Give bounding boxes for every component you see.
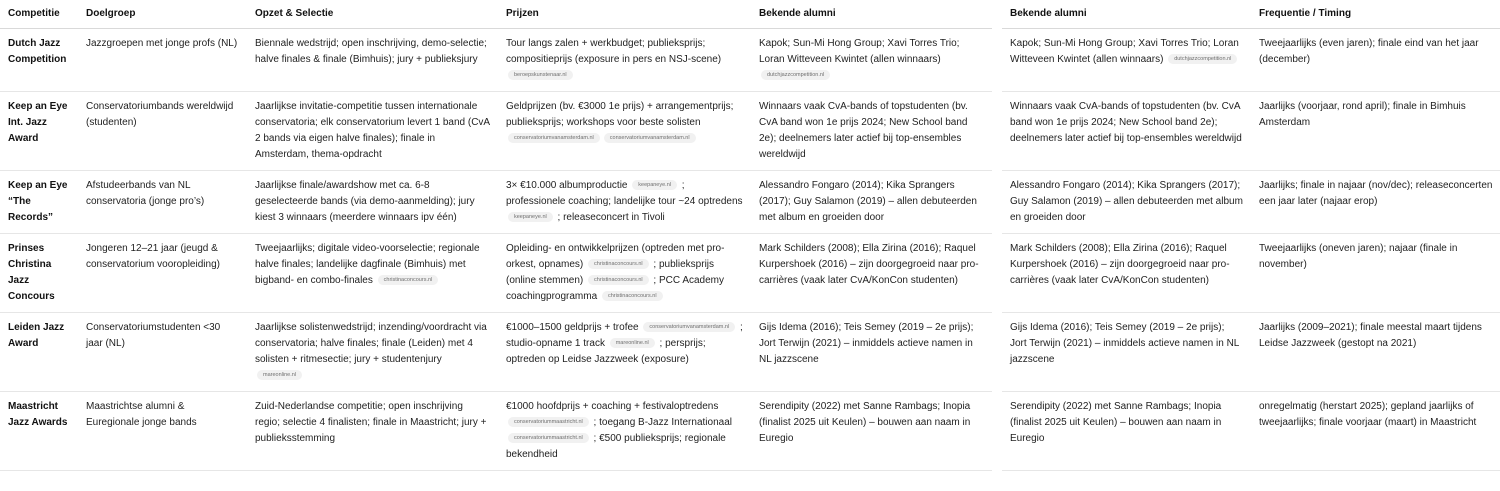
opzet-text: Jaarlijkse invitatie-competitie tussen internationale conservatoria; elk conservatorium levert 1 band (CvA 2 bands via eigen halve finales); finale in Amsterdam, thema-opdracht — [255, 101, 490, 160]
frequentie-text: Jaarlijks (voorjaar, rond april); finale in Bimhuis Amsterdam — [1259, 101, 1466, 128]
prijzen-text: ; studio-opname 1 track — [506, 322, 743, 349]
header-bekende-alumni: Bekende alumni — [751, 0, 997, 29]
source-chip-link[interactable]: dutchjazzcompetition.nl — [761, 70, 830, 80]
competition-name: Leiden Jazz Award — [8, 322, 65, 349]
cell-frequentie — [1251, 234, 1500, 313]
cell-doelgroep — [78, 313, 247, 392]
frequentie-text: Jaarlijks; finale in najaar (nov/dec); releaseconcerten een jaar later (najaar erop) — [1259, 180, 1493, 207]
prijzen-text: Tour langs zalen + werkbudget; publieksprijs; compositieprijs (exposure in pers en NSJ-scene) — [506, 38, 722, 65]
source-chip-link[interactable]: keepaneye.nl — [632, 180, 677, 190]
alumni-text: Serendipity (2022) met Sanne Rambags; Inopia (finalist 2025 uit Keulen) – bouwen aan naam in Euregio — [759, 401, 971, 444]
opzet-text: Biennale wedstrijd; open inschrijving, demo-selectie; halve finales & finale (Bimhuis); jury + publieksjury — [255, 38, 487, 65]
source-chip-link[interactable]: conservatoriumvanamsterdam.nl — [643, 322, 735, 332]
source-chip-link[interactable]: conservatoriumvanamsterdam.nl — [508, 133, 600, 143]
cell-doelgroep — [78, 392, 247, 471]
prijzen-text: ; publieksprijs (online stemmen) — [506, 259, 715, 286]
prijzen-text: ; €500 publieksprijs; regionale bekendheid — [506, 433, 726, 460]
cell-alumni-duplicate — [997, 234, 1251, 313]
cell-alumni-duplicate — [997, 171, 1251, 234]
prijzen-text: Geldprijzen (bv. €3000 1e prijs) + arrangementprijs; publieksprijs; workshops voor beste solisten — [506, 101, 734, 128]
alumni-text: Winnaars vaak CvA-bands of topstudenten (bv. CvA band won 1e prijs 2024; New School band 2e); deelnemers later actief bij top-ensembles wereldwijd — [1010, 101, 1242, 144]
source-chip-link[interactable]: christinaconcours.nl — [588, 275, 649, 285]
alumni-text: Mark Schilders (2008); Ella Zirina (2016); Raquel Kurpershoek (2016) – zijn doorgegroeid naar pro-carrières (vaak later CvA/KonCon studenten) — [759, 243, 979, 286]
prijzen-text: ; releaseconcert in Tivoli — [554, 212, 665, 223]
cell-alumni — [751, 234, 997, 313]
cell-alumni-duplicate — [997, 313, 1251, 392]
competition-name: Keep an Eye “The Records” — [8, 180, 68, 223]
doelgroep-text: Afstudeerbands van NL conservatoria (jonge pro’s) — [86, 180, 205, 207]
source-chip-link[interactable]: keepaneye.nl — [508, 212, 553, 222]
frequentie-text: onregelmatig (herstart 2025); gepland jaarlijks of tweejaarlijks; finale voorjaar (maart) in Maastricht — [1259, 401, 1477, 428]
cell-prijzen — [498, 313, 751, 392]
cell-frequentie — [1251, 171, 1500, 234]
table-row — [0, 313, 1500, 392]
competition-name: Keep an Eye Int. Jazz Award — [8, 101, 68, 144]
table-row — [0, 392, 1500, 471]
alumni-text: Alessandro Fongaro (2014); Kika Sprangers (2017); Guy Salamon (2019) – allen debuteerden met album en groeiden door — [1010, 180, 1243, 223]
cell-opzet — [247, 234, 498, 313]
table-body — [0, 29, 1500, 471]
cell-alumni — [751, 92, 997, 171]
prijzen-text: ; persprijs; optreden op Leidse Jazzweek (exposure) — [506, 338, 706, 365]
cell-opzet — [247, 29, 498, 92]
cell-competitie — [0, 313, 78, 392]
source-chip-link[interactable]: mareonline.nl — [610, 338, 655, 348]
alumni-text: Gijs Idema (2016); Teis Semey (2019 – 2e prijs); Jort Terwijn (2021) – inmiddels actieve namen in NL jazzscene — [759, 322, 974, 365]
alumni-text: Alessandro Fongaro (2014); Kika Sprangers (2017); Guy Salamon (2019) – allen debuteerden met album en groeiden door — [759, 180, 977, 223]
alumni-text: Mark Schilders (2008); Ella Zirina (2016); Raquel Kurpershoek (2016) – zijn doorgegroeid naar pro-carrières (vaak later CvA/KonCon studenten) — [1010, 243, 1230, 286]
table-row — [0, 171, 1500, 234]
source-chip-link[interactable]: christinaconcours.nl — [378, 275, 439, 285]
cell-frequentie — [1251, 29, 1500, 92]
cell-doelgroep — [78, 234, 247, 313]
cell-competitie — [0, 29, 78, 92]
cell-competitie — [0, 234, 78, 313]
source-chip-link[interactable]: mareonline.nl — [257, 370, 302, 380]
doelgroep-text: Conservatoriumstudenten <30 jaar (NL) — [86, 322, 221, 349]
cell-doelgroep — [78, 171, 247, 234]
prijzen-text: Opleiding- en ontwikkelprijzen (optreden met pro-orkest, opnames) — [506, 243, 725, 270]
header-opzet-selectie: Opzet & Selectie — [247, 0, 498, 29]
cell-frequentie — [1251, 392, 1500, 471]
cell-alumni — [751, 392, 997, 471]
prijzen-text: €1000–1500 geldprijs + trofee — [506, 322, 642, 333]
header-prijzen: Prijzen — [498, 0, 751, 29]
cell-doelgroep — [78, 92, 247, 171]
opzet-text: Jaarlijkse solistenwedstrijd; inzending/voordracht via conservatoria; halve finales; finale (Leiden) met 4 solisten + ritmesectie; jury + studentenjury — [255, 322, 487, 365]
doelgroep-text: Jazzgroepen met jonge profs (NL) — [86, 38, 238, 49]
cell-opzet — [247, 392, 498, 471]
competition-name: Maastricht Jazz Awards — [8, 401, 68, 428]
cell-competitie — [0, 171, 78, 234]
source-chip-link[interactable]: conservatoriummaastricht.nl — [508, 433, 589, 443]
opzet-text: Tweejaarlijks; digitale video-voorselectie; regionale halve finales; landelijke dagfinale (Bimhuis) met bigband- en combo-finales — [255, 243, 480, 286]
prijzen-text: €1000 hoofdprijs + coaching + festivaloptredens — [506, 401, 719, 412]
cell-competitie — [0, 92, 78, 171]
cell-prijzen — [498, 92, 751, 171]
table-row — [0, 29, 1500, 92]
table-row — [0, 234, 1500, 313]
frequentie-text: Jaarlijks (2009–2021); finale meestal maart tijdens Leidse Jazzweek (gestopt na 2021) — [1259, 322, 1482, 349]
frequentie-text: Tweejaarlijks (even jaren); finale eind van het jaar (december) — [1259, 38, 1479, 65]
header-bekende-alumni-duplicate: Bekende alumni — [997, 0, 1251, 29]
source-chip-link[interactable]: beroepskunstenaar.nl — [508, 70, 573, 80]
cell-opzet — [247, 313, 498, 392]
cell-alumni-duplicate — [997, 92, 1251, 171]
prijzen-text: 3× €10.000 albumproductie — [506, 180, 631, 191]
cell-alumni-duplicate — [997, 392, 1251, 471]
header-competitie: Competitie — [0, 0, 78, 29]
cell-prijzen — [498, 234, 751, 313]
doelgroep-text: Maastrichtse alumni & Euregionale jonge bands — [86, 401, 197, 428]
cell-frequentie — [1251, 313, 1500, 392]
source-chip-link[interactable]: dutchjazzcompetition.nl — [1168, 54, 1237, 64]
alumni-text: Serendipity (2022) met Sanne Rambags; Inopia (finalist 2025 uit Keulen) – bouwen aan naam in Euregio — [1010, 401, 1222, 444]
source-chip-link[interactable]: conservatoriumvanamsterdam.nl — [604, 133, 696, 143]
cell-alumni — [751, 313, 997, 392]
competition-name: Prinses Christina Jazz Concours — [8, 243, 55, 302]
cell-alumni — [751, 29, 997, 92]
table-row — [0, 92, 1500, 171]
source-chip-link[interactable]: conservatoriummaastricht.nl — [508, 417, 589, 427]
doelgroep-text: Jongeren 12–21 jaar (jeugd & conservatorium vooropleiding) — [86, 243, 220, 270]
source-chip-link[interactable]: christinaconcours.nl — [602, 291, 663, 301]
alumni-text: Kapok; Sun-Mi Hong Group; Xavi Torres Trio; Loran Witteveen Kwintet (allen winnaars) — [1010, 38, 1239, 65]
cell-prijzen — [498, 392, 751, 471]
cell-doelgroep — [78, 29, 247, 92]
cell-opzet — [247, 92, 498, 171]
alumni-text: Gijs Idema (2016); Teis Semey (2019 – 2e prijs); Jort Terwijn (2021) – inmiddels actieve namen in NL jazzscene — [1010, 322, 1239, 365]
prijzen-text: ; PCC Academy coachingprogramma — [506, 275, 724, 302]
cell-frequentie — [1251, 92, 1500, 171]
cell-alumni-duplicate — [997, 29, 1251, 92]
header-doelgroep: Doelgroep — [78, 0, 247, 29]
opzet-text: Zuid-Nederlandse competitie; open inschrijving regio; selectie 4 finalisten; finale in Maastricht; jury + publieksstemming — [255, 401, 487, 444]
cell-opzet — [247, 171, 498, 234]
competition-name: Dutch Jazz Competition — [8, 38, 67, 65]
header-row — [0, 0, 1500, 29]
prijzen-text: ; professionele coaching; landelijke tour ~24 optredens — [506, 180, 743, 207]
cell-prijzen — [498, 29, 751, 92]
prijzen-text: ; toegang B-Jazz Internationaal — [590, 417, 732, 428]
cell-alumni — [751, 171, 997, 234]
header-frequentie-timing: Frequentie / Timing — [1251, 0, 1500, 29]
source-chip-link[interactable]: christinaconcours.nl — [588, 259, 649, 269]
cell-prijzen — [498, 171, 751, 234]
cell-competitie — [0, 392, 78, 471]
doelgroep-text: Conservatoriumbands wereldwijd (studenten) — [86, 101, 234, 128]
alumni-text: Kapok; Sun-Mi Hong Group; Xavi Torres Trio; Loran Witteveen Kwintet (allen winnaars) — [759, 38, 960, 65]
alumni-text: Winnaars vaak CvA-bands of topstudenten (bv. CvA band won 1e prijs 2024; New School band 2e); deelnemers later actief bij top-ensembles wereldwijd — [759, 101, 968, 160]
opzet-text: Jaarlijkse finale/awardshow met ca. 6-8 geselecteerde bands (via demo-aanmelding); jury kiest 3 winnaars (meerdere winnaars ipv één) — [255, 180, 475, 223]
frequentie-text: Tweejaarlijks (oneven jaren); najaar (finale in november) — [1259, 243, 1458, 270]
